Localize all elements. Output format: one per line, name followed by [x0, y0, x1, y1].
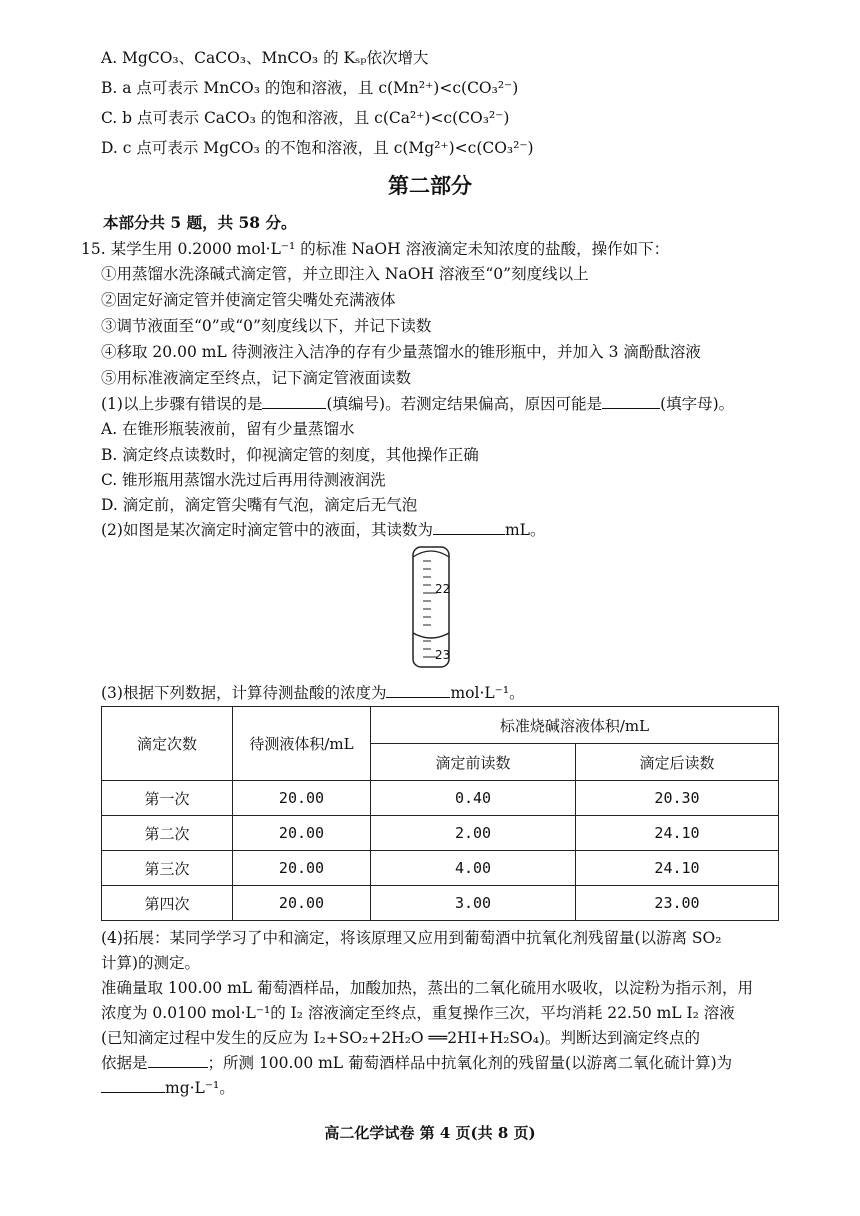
header-after-reading: 滴定后读数 — [576, 744, 779, 781]
cell-after: 20.30 — [576, 781, 779, 816]
option-b: B. a 点可表示 MnCO₃ 的饱和溶液，且 c(Mn²⁺)<c(CO₃²⁻) — [101, 79, 519, 97]
burette-label-22: 22 — [435, 582, 451, 596]
part-4-line-6 — [101, 1051, 732, 1073]
table-row — [102, 781, 779, 816]
part-4-line-7 — [101, 1076, 235, 1098]
header-trial: 滴定次数 — [102, 707, 233, 781]
part-4-text-c: mg·L⁻¹。 — [165, 1079, 235, 1097]
cell-sample: 20.00 — [233, 851, 371, 886]
part-1-question — [101, 392, 734, 414]
answer-blank-2 — [602, 394, 660, 409]
cell-before: 2.00 — [371, 816, 576, 851]
table-row — [102, 886, 779, 921]
cell-after: 23.00 — [576, 886, 779, 921]
cell-trial: 第三次 — [102, 851, 233, 886]
answer-blank-6 — [101, 1078, 165, 1093]
part-4-line-4: 浓度为 0.0100 mol·L⁻¹的 I₂ 溶液滴定至终点，重复操作三次，平均消耗 22.50 mL I₂ 溶液 — [101, 1004, 735, 1022]
choice-a: A. 在锥形瓶装液前，留有少量蒸馏水 — [101, 420, 355, 438]
part-1-text-c: (填字母)。 — [660, 395, 735, 413]
cell-trial: 第一次 — [102, 781, 233, 816]
step-1: ①用蒸馏水洗涤碱式滴定管，并立即注入 NaOH 溶液至“0”刻度线以上 — [101, 265, 589, 283]
cell-sample: 20.00 — [233, 816, 371, 851]
part-4-text-a: 依据是 — [101, 1054, 148, 1072]
step-2: ②固定好滴定管并使滴定管尖嘴处充满液体 — [101, 291, 396, 309]
titration-data-table — [101, 706, 779, 921]
choice-d: D. 滴定前，滴定管尖嘴有气泡，滴定后无气泡 — [101, 496, 418, 514]
part-3-question — [101, 681, 525, 703]
cell-before: 3.00 — [371, 886, 576, 921]
step-4: ④移取 20.00 mL 待测液注入洁净的存有少量蒸馏水的锥形瓶中，并加入 3 滴酚酞溶液 — [101, 343, 701, 361]
part-4-line-3: 准确量取 100.00 mL 葡萄酒样品，加酸加热，蒸出的二氧化硫用水吸收，以淀粉为指示剂，用 — [101, 979, 754, 997]
choice-c: C. 锥形瓶用蒸馏水洗过后再用待测液润洗 — [101, 471, 386, 489]
cell-trial: 第四次 — [102, 886, 233, 921]
cell-after: 24.10 — [576, 851, 779, 886]
part-3-text-a: (3)根据下列数据，计算待测盐酸的浓度为 — [101, 684, 387, 702]
answer-blank-3 — [433, 520, 505, 535]
part-4-text-b: ；所测 100.00 mL 葡萄酒样品中抗氧化剂的残留量(以游离二氧化硫计算)为 — [207, 1054, 733, 1072]
section-intro: 本部分共 5 题，共 58 分。 — [103, 213, 297, 232]
table-row — [102, 851, 779, 886]
part-2-question — [101, 518, 545, 540]
cell-trial: 第二次 — [102, 816, 233, 851]
part-4-line-5: (已知滴定过程中发生的反应为 I₂+SO₂+2H₂O ══2HI+H₂SO₄)。判断达到滴定终点的 — [101, 1029, 701, 1047]
part-2-text-a: (2)如图是某次滴定时滴定管中的液面，其读数为 — [101, 521, 433, 539]
part-4-line-1: (4)拓展：某同学学习了中和滴定，将该原理又应用到葡萄酒中抗氧化剂残留量(以游离 SO₂ — [101, 929, 722, 947]
cell-before: 0.40 — [371, 781, 576, 816]
cell-sample: 20.00 — [233, 886, 371, 921]
step-3: ③调节液面至“0”或“0”刻度线以下，并记下读数 — [101, 317, 432, 335]
cell-sample: 20.00 — [233, 781, 371, 816]
header-before-reading: 滴定前读数 — [371, 744, 576, 781]
cell-after: 24.10 — [576, 816, 779, 851]
burette-figure — [405, 543, 465, 671]
part-2-text-b: mL。 — [504, 521, 546, 539]
table-row — [102, 816, 779, 851]
header-sample-volume: 待测液体积/mL — [233, 707, 371, 781]
part-1-text-a: (1)以上步骤有错误的是 — [101, 395, 263, 413]
section-title: 第二部分 — [388, 174, 472, 198]
burette-label-23: 23 — [435, 648, 451, 662]
option-a: A. MgCO₃、CaCO₃、MnCO₃ 的 Kₛₚ依次增大 — [101, 49, 429, 67]
part-4-line-2: 计算)的测定。 — [101, 954, 201, 972]
page-footer: 高二化学试卷 第 4 页(共 8 页) — [324, 1124, 536, 1142]
choice-b: B. 滴定终点读数时，仰视滴定管的刻度，其他操作正确 — [101, 446, 479, 464]
answer-blank-4 — [386, 683, 450, 698]
answer-blank-5 — [148, 1053, 208, 1068]
option-d: D. c 点可表示 MgCO₃ 的不饱和溶液，且 c(Mg²⁺)<c(CO₃²⁻) — [101, 139, 534, 157]
part-3-text-b: mol·L⁻¹。 — [450, 684, 525, 702]
answer-blank-1 — [262, 394, 326, 409]
cell-before: 4.00 — [371, 851, 576, 886]
option-c: C. b 点可表示 CaCO₃ 的饱和溶液，且 c(Ca²⁺)<c(CO₃²⁻) — [101, 109, 510, 127]
q15-stem: 15. 某学生用 0.2000 mol·L⁻¹ 的标准 NaOH 溶液滴定未知浓度的盐酸，操作如下： — [81, 240, 670, 258]
header-standard-volume: 标准烧碱溶液体积/mL — [371, 707, 779, 744]
step-5: ⑤用标准液滴定至终点，记下滴定管液面读数 — [101, 369, 412, 387]
part-1-text-b: (填编号)。若测定结果偏高，原因可能是 — [326, 395, 603, 413]
